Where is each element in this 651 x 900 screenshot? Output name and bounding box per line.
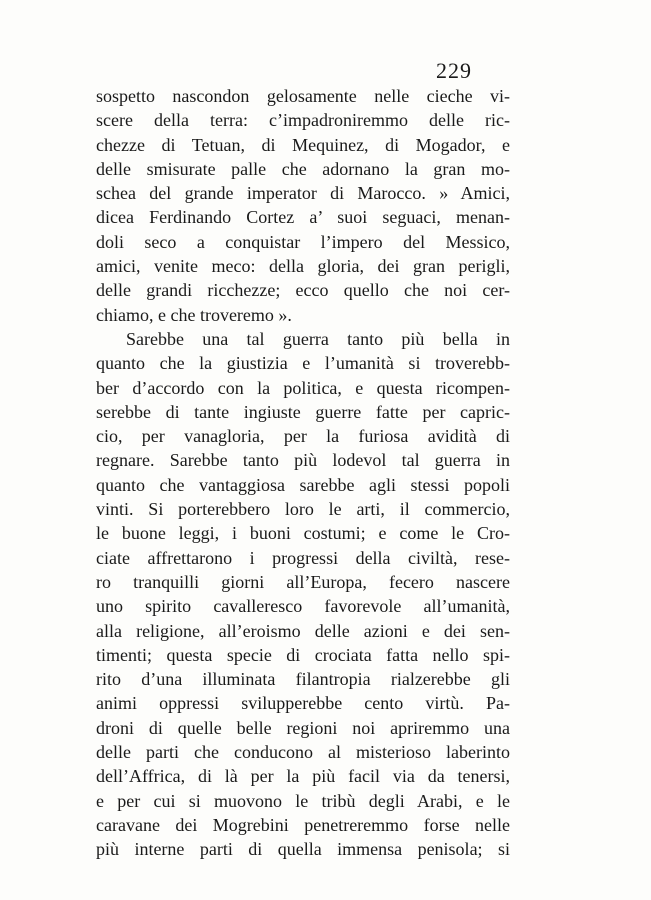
text-line: chiamo, e che troveremo ». — [96, 304, 292, 325]
text-line: alla religione, all’eroismo delle azioni e dei sen- — [96, 620, 510, 641]
text-line: amici, venite meco: della gloria, dei gran perigli, — [96, 256, 510, 277]
text-line: caravane dei Mogrebini penetreremmo forse nelle — [96, 814, 510, 835]
text-line: rito d’una illuminata filantropia rialzerebbe gli — [96, 669, 510, 690]
text-line: dell’Affrica, di là per la più facil via da tenersi, — [96, 766, 510, 787]
paragraph-2 — [96, 327, 510, 862]
text-line: droni di quelle belle regioni noi apriremmo una — [96, 717, 510, 738]
text-line: regnare. Sarebbe tanto più lodevol tal guerra in — [96, 450, 510, 471]
text-line: quanto che la giustizia e l’umanità si troverebb- — [96, 353, 510, 374]
text-line: Sarebbe una tal guerra tanto più bella in — [126, 328, 510, 349]
text-line: ro tranquilli giorni all’Europa, fecero nascere — [96, 571, 510, 592]
text-line: chezze di Tetuan, di Mequinez, di Mogador, e — [96, 134, 510, 155]
text-line: schea del grande imperator di Marocco. » Amici, — [96, 183, 510, 204]
text-line: scere della terra: c’impadroniremmo delle ric- — [96, 110, 510, 131]
body-text — [96, 84, 510, 862]
page-number: 229 — [436, 58, 472, 83]
text-line: ciate affrettarono i progressi della civiltà, rese- — [96, 547, 510, 568]
text-line: vinti. Si porterebbero loro le arti, il commercio, — [96, 499, 510, 520]
text-line: delle grandi ricchezze; ecco quello che noi cer- — [96, 280, 510, 301]
text-line: le buone leggi, i buoni costumi; e come le Cro- — [96, 523, 510, 544]
text-line: timenti; questa specie di crociata fatta nello spi- — [96, 644, 510, 665]
text-line: doli seco a conquistar l’impero del Messico, — [96, 231, 510, 252]
text-line: animi oppressi svilupperebbe cento virtù. Pa- — [96, 693, 510, 714]
text-line: sospetto nascondon gelosamente nelle cieche vi- — [96, 86, 510, 106]
paragraph-1 — [96, 84, 510, 327]
text-line: cio, per vanagloria, per la furiosa avidità di — [96, 426, 510, 447]
text-line: delle smisurate palle che adornano la gran mo- — [96, 158, 510, 179]
text-line: dicea Ferdinando Cortez a’ suoi seguaci, menan- — [96, 207, 510, 228]
text-line: più interne parti di quella immensa penisola; si — [96, 839, 510, 860]
text-line: uno spirito cavalleresco favorevole all’umanità, — [96, 596, 510, 617]
text-line: quanto che vantaggiosa sarebbe agli stessi popoli — [96, 474, 510, 495]
text-line: e per cui si muovono le tribù degli Arabi, e le — [96, 790, 510, 811]
text-line: delle parti che conducono al misterioso laberinto — [96, 742, 510, 763]
text-line: ber d’accordo con la politica, e questa ricompen- — [96, 377, 510, 398]
text-line: serebbe di tante ingiuste guerre fatte per capric- — [96, 401, 510, 422]
